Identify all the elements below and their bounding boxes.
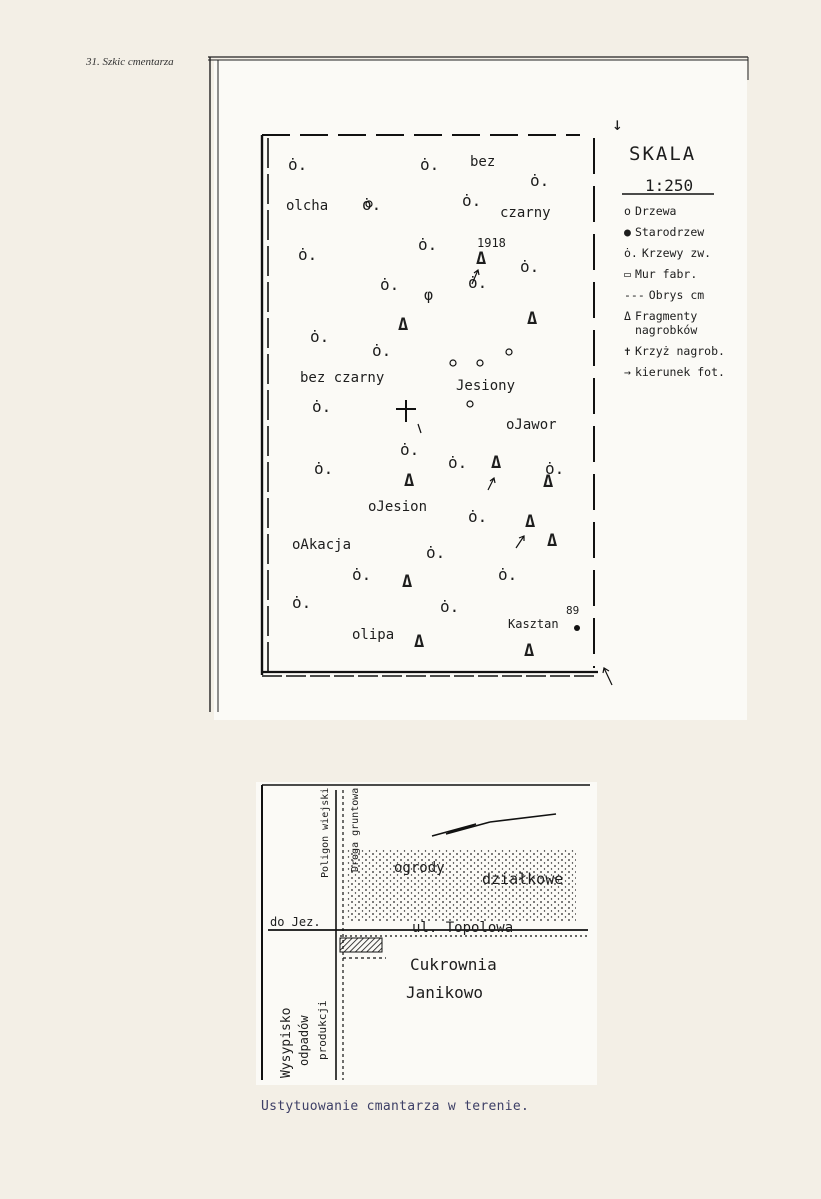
- label-kasztan: Kasztan: [508, 617, 559, 631]
- label-oakacja: oAkacja: [292, 537, 352, 553]
- svg-text:Δ: Δ: [414, 632, 425, 652]
- svg-text:Δ: Δ: [402, 572, 413, 592]
- label-number: 89: [566, 604, 580, 617]
- svg-text:ȯ.: ȯ.: [312, 397, 332, 416]
- legend-title: SKALA: [629, 143, 697, 165]
- svg-text:ȯ.: ȯ.: [468, 507, 488, 526]
- svg-text:ȯ.: ȯ.: [288, 155, 308, 174]
- svg-text:ȯ.: ȯ.: [498, 565, 518, 584]
- legend-item-fragments: Δ Fragmenty nagrobków: [624, 309, 698, 337]
- svg-text:ȯ.: ȯ.: [520, 257, 540, 276]
- label-do-jez: do Jez.: [270, 915, 321, 929]
- legend-item-old-trees: ● Starodrzew: [624, 225, 705, 239]
- label-bez: bez: [470, 154, 496, 170]
- svg-text:Δ: Δ: [404, 471, 415, 491]
- label-jesiony: Jesiony: [456, 378, 516, 394]
- label-cukrownia: Cukrownia: [410, 955, 497, 974]
- svg-text:ȯ.: ȯ.: [292, 593, 312, 612]
- symbol-marker: φ: [424, 286, 434, 304]
- svg-text:ȯ.: ȯ.: [420, 155, 440, 174]
- legend-item-cross: ✝ Krzyż nagrob.: [624, 344, 725, 358]
- svg-text:Δ: Δ: [476, 249, 487, 269]
- label-czarny: czarny: [500, 205, 551, 221]
- svg-text:ȯ.: ȯ.: [468, 273, 488, 292]
- label-ul-topolowa: ul. Topolowa: [412, 920, 514, 936]
- svg-text:ȯ.: ȯ.: [418, 235, 438, 254]
- svg-text:ȯ.: ȯ.: [462, 191, 482, 210]
- svg-text:Δ: Δ: [524, 641, 535, 661]
- svg-text:Δ: Δ: [527, 309, 538, 329]
- legend-item-direction: → kierunek fot.: [624, 365, 725, 379]
- north-marker: ↓: [612, 114, 623, 135]
- label-droga: Droga gruntowa: [350, 787, 361, 872]
- label-ogrody: ogrody: [394, 860, 445, 876]
- cemetery-location: [340, 938, 382, 952]
- svg-text:ȯ.: ȯ.: [298, 245, 318, 264]
- svg-text:Δ: Δ: [491, 453, 502, 473]
- svg-text:ȯ.: ȯ.: [440, 597, 460, 616]
- svg-text:ȯ.: ȯ.: [314, 459, 334, 478]
- label-wysypisko: Wysypisko: [279, 1007, 294, 1078]
- label-ojawor: oJawor: [506, 417, 557, 433]
- svg-text:Δ: Δ: [398, 315, 409, 335]
- label-poligon: Poligon wiejski: [320, 787, 331, 878]
- svg-text:ȯ.: ȯ.: [380, 275, 400, 294]
- legend-item-wall: ▭ Mur fabr.: [624, 267, 698, 281]
- label-bez-czarny: bez czarny: [300, 370, 385, 386]
- svg-text:Δ: Δ: [543, 472, 554, 492]
- svg-text:ȯ.: ȯ.: [545, 459, 565, 478]
- label-ojesion: oJesion: [368, 499, 428, 515]
- legend-item-trees: o Drzewa: [624, 204, 677, 218]
- label-odpadow: odpadów: [297, 1015, 311, 1066]
- legend-scale: 1:250: [645, 176, 694, 195]
- svg-text:ȯ.: ȯ.: [362, 195, 382, 214]
- legend-item-outline: --- Obrys cm: [624, 288, 705, 302]
- north-arrow: [432, 814, 556, 836]
- svg-text:ȯ.: ȯ.: [372, 341, 392, 360]
- svg-text:ȯ.: ȯ.: [530, 171, 550, 190]
- svg-text:ȯ.: ȯ.: [310, 327, 330, 346]
- svg-text:ȯ.: ȯ.: [400, 440, 420, 459]
- svg-text:Δ: Δ: [547, 531, 558, 551]
- label-year: 1918: [477, 236, 506, 250]
- svg-text:ȯ.: ȯ.: [352, 565, 372, 584]
- caption: Ustytuowanie cmantarza w terenie.: [261, 1099, 530, 1114]
- svg-text:Δ: Δ: [525, 512, 536, 532]
- svg-text:ȯ.: ȯ.: [448, 453, 468, 472]
- page-heading: 31. Szkic cmentarza: [86, 56, 174, 68]
- label-produkcji: produkcji: [316, 1000, 329, 1060]
- label-olipa: olipa: [352, 627, 395, 643]
- legend-item-shrubs: ȯ. Krzewy zw.: [624, 246, 712, 260]
- label-dzialkowe: działkowe: [482, 870, 564, 888]
- svg-text:ȯ.: ȯ.: [426, 543, 446, 562]
- label-olcha: olcha: [286, 198, 329, 214]
- label-janikowo: Janikowo: [406, 983, 484, 1002]
